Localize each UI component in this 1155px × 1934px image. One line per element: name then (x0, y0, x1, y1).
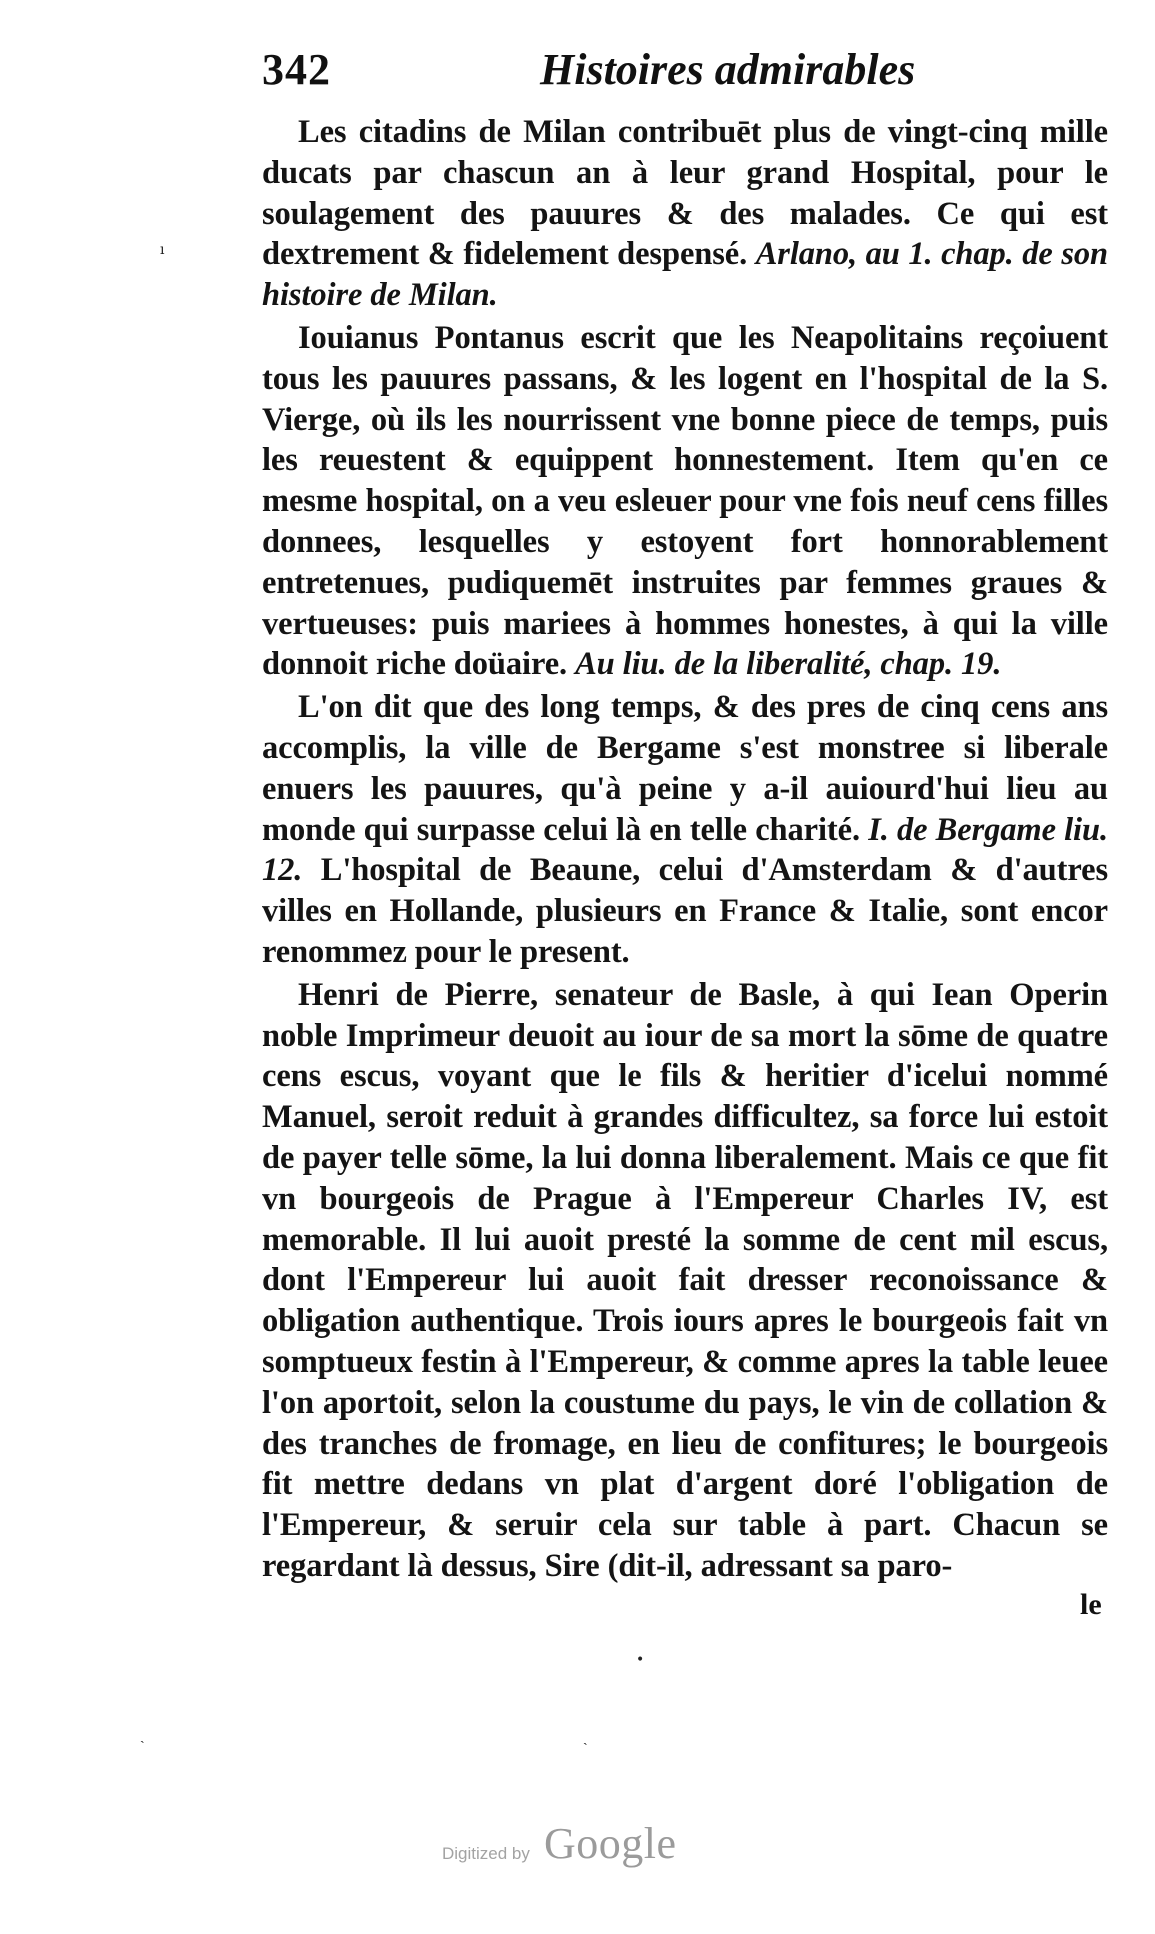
paragraph-naples (262, 318, 1108, 685)
digitized-by-label: Digitized by (442, 1844, 530, 1863)
source-reference: I. de Bergame liu. 12. (262, 811, 1108, 889)
catchword: le (1080, 1588, 1102, 1621)
source-reference: Au liu. de la liberalité, chap. 19. (575, 646, 1002, 683)
google-logo: Google (544, 1819, 677, 1868)
margin-speck: ˎ (140, 1728, 145, 1744)
margin-speck: ˏ (583, 1730, 588, 1746)
body-text (262, 112, 1108, 1587)
source-reference: Arlano, au 1. chap. de son histoire de Milan. (262, 236, 1108, 314)
page-number: 342 (262, 45, 331, 94)
margin-speck: ı (160, 242, 165, 258)
paragraph-text-continued: L'hospital de Beaune, celui d'Amsterdam & d'autres villes en Hollande, plusieurs en France & Italie, sont encor renommez pour le present. (262, 852, 1108, 970)
running-title: Histoires admirables (540, 45, 916, 94)
paragraph-bergamo (262, 687, 1108, 973)
page-header (262, 44, 1022, 100)
paragraph-text: Les citadins de Milan contribuēt plus de vingt-cinq mille ducats par chascun an à leur grand Hospital, pour le soulagement des pauures & des malades. Ce qui est dextrement & fidelement despensé. (262, 114, 1108, 273)
margin-speck: • (636, 1652, 645, 1668)
paragraph-text: L'on dit que des long temps, & des pres de cinq cens ans accomplis, la ville de Bergame s'est monstree si liberale enuers les pauures, qu'à peine y a-il auiourd'hui lieu au monde qui surpasse celui là en telle charité. (262, 689, 1108, 848)
paragraph-text: Iouianus Pontanus escrit que les Neapolitains reçoiuent tous les pauures passans, & les logent en l'hospital de la S. Vierge, où ils les nourrissent vne bonne piece de temps, puis les reuestent & equippent honnestement. Item qu'en ce mesme hospital, on a veu esleuer pour vne fois neuf cens filles donnees, lesquelles y estoyent fort honnorablement entretenues, pudiquemēt instruites par femmes graues & vertueuses: puis mariees à hommes honestes, à qui la ville donnoit riche doüaire. (262, 319, 1108, 683)
paragraph-basle-prague (262, 975, 1108, 1587)
paragraph-milan (262, 112, 1108, 316)
digitization-watermark (442, 1818, 732, 1878)
paragraph-text: Henri de Pierre, senateur de Basle, à qui Iean Operin noble Imprimeur deuoit au iour de sa mort la sōme de quatre cens escus, voyant que le fils & heritier d'icelui nommé Manuel, seroit reduit à grandes difficultez, sa force lui estoit de payer telle sōme, la lui donna liberalement. Mais ce que fit vn bourgeois de Prague à l'Empereur Charles IV, est memorable. Il lui auoit presté la somme de cent mil escus, dont l'Empereur lui auoit fait dresser reconoissance & obligation authentique. Trois iours apres le bourgeois fait vn somptueux festin à l'Empereur, & comme apres la table leuee l'on aportoit, selon la coustume du pays, le vin de collation & des tranches de fromage, en lieu de confitures; le bourgeois fit mettre dedans vn plat d'argent doré l'obligation de l'Empereur, & seruir cela sur table à part. Chacun se regardant là dessus, Sire (dit-il, adressant sa paro- (262, 976, 1108, 1584)
